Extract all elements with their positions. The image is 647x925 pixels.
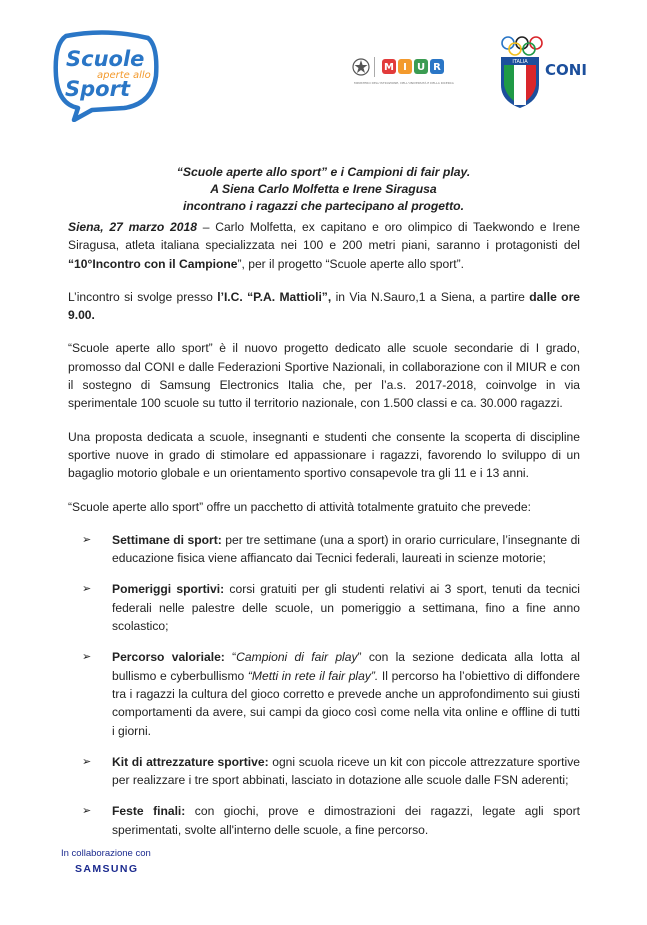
samsung-logo: SAMSUNG: [75, 863, 139, 875]
logo-word-scuole: Scuole: [66, 47, 145, 71]
coni-label: CONI: [545, 61, 587, 79]
collaboration-label: In collaborazione con: [61, 848, 151, 859]
scuole-aperte-allo-sport-logo: [52, 30, 160, 122]
paragraph-offer: “Scuole aperte allo sport” offre un pacchetto di attività totalmente gratuito che prevede:: [68, 499, 531, 514]
arrow-bullet-icon: ➢: [82, 651, 92, 664]
coni-logo: [498, 35, 592, 111]
activity-list: [68, 531, 580, 839]
list-item: ➢ Percorso valoriale: “Campioni di fair play” con la sezione dedicata alla lotta al bullismo e cyberbullismo “Metti in rete il fair play”. Il percorso ha l’obiettivo di diffondere tra i ragazzi la cultura del gioco corretto e prevede anche un approfondimento sui giusti comportamenti da avere, sui campi da gioco così come nella vita online e offline di tutti i giorni.: [82, 650, 580, 738]
repubblica-emblem-icon: [353, 59, 369, 75]
title-line-3: incontrano i ragazzi che partecipano al progetto.: [182, 199, 465, 213]
miur-caption: MINISTERO DELL'ISTRUZIONE, DELL'UNIVERSITÀ E DELLA RICERCA: [354, 81, 454, 85]
paragraph-intro: Siena, 27 marzo 2018 – Carlo Molfetta, ex capitano e oro olimpico di Taekwondo e Irene Siragusa, atleta italiana specializzata nei 100 e 200 metri piani, saranno i protagonisti del “10°Incontro con il Campione”, per il progetto “Scuole aperte allo sport”.: [68, 220, 580, 271]
arrow-bullet-icon: ➢: [82, 805, 92, 818]
paragraph-venue: L’incontro si svolge presso l’I.C. “P.A. Mattioli”, in Via N.Sauro,1 a Siena, a partire dalle ore 9.00.: [68, 289, 581, 323]
arrow-bullet-icon: ➢: [82, 533, 92, 546]
svg-text:I: I: [403, 62, 407, 73]
title-line-2: A Siena Carlo Molfetta e Irene Siragusa: [210, 182, 437, 196]
shield-text: ITALIA: [512, 59, 528, 65]
logo-word-sport: Sport: [65, 77, 130, 101]
list-item: ➢ Feste finali: con giochi, prove e dimostrazioni dei ragazzi, legate agli sport sperimentati, svolte all'interno delle scuole, a fine percorso.: [82, 804, 580, 837]
olympic-rings-icon: [502, 37, 542, 55]
press-release-body: [68, 218, 580, 852]
svg-text:M: M: [384, 62, 394, 73]
svg-text:R: R: [433, 62, 441, 73]
miur-logo: [352, 54, 464, 88]
title-line-1: “Scuole aperte allo sport” e i Campioni di fair play.: [176, 165, 471, 179]
logo-word-aperte: aperte allo: [97, 70, 151, 81]
miur-letters: [382, 59, 444, 74]
arrow-bullet-icon: ➢: [82, 583, 92, 596]
paragraph-proposal: Una proposta dedicata a scuole, insegnanti e studenti che consente la scoperta di discipline sportive nuove in grado di stimolare ed appassionare i ragazzi, favorendo lo sviluppo di un bagaglio motorio globale e un orientamento sportivo consapevole tra gli 11 e i 13 anni.: [68, 429, 580, 481]
press-release-title: [80, 164, 567, 215]
dateline: Siena, 27 marzo 2018: [68, 220, 197, 234]
paragraph-project: “Scuole aperte allo sport” è il nuovo progetto dedicato alle scuole secondarie di I grado, promosso dal CONI e dalle Federazioni Sportive Nazionali, in collaborazione con il MIUR e con il sostegno di Samsung Electronics Italia che, per l’a.s. 2017-2018, coinvolge in via sperimentale 100 scuole su tutto il territorio nazionale, con 1.500 classi e ca. 30.000 ragazzi.: [68, 341, 580, 411]
svg-text:U: U: [416, 62, 426, 73]
list-item: ➢ Kit di attrezzature sportive: ogni scuola riceve un kit con piccole attrezzature sportive per realizzare i tre sport abbinati, lasciato in dotazione alle scuole dalle FSN aderenti;: [82, 754, 580, 788]
list-item: ➢ Settimane di sport: per tre settimane (una a sport) in orario curriculare, l’insegnante di educazione fisica viene affiancato dai Tecnici federali, laureati in scienze motorie;: [82, 532, 580, 566]
italy-shield-icon: [501, 57, 539, 108]
list-item: ➢ Pomeriggi sportivi: corsi gratuiti per gli studenti relativi ai 3 sport, tenuti da tecnici federali nelle palestre delle scuole, un pomeriggio a settimana, fino a fine anno scolastico;: [82, 582, 580, 634]
arrow-bullet-icon: ➢: [82, 755, 92, 768]
